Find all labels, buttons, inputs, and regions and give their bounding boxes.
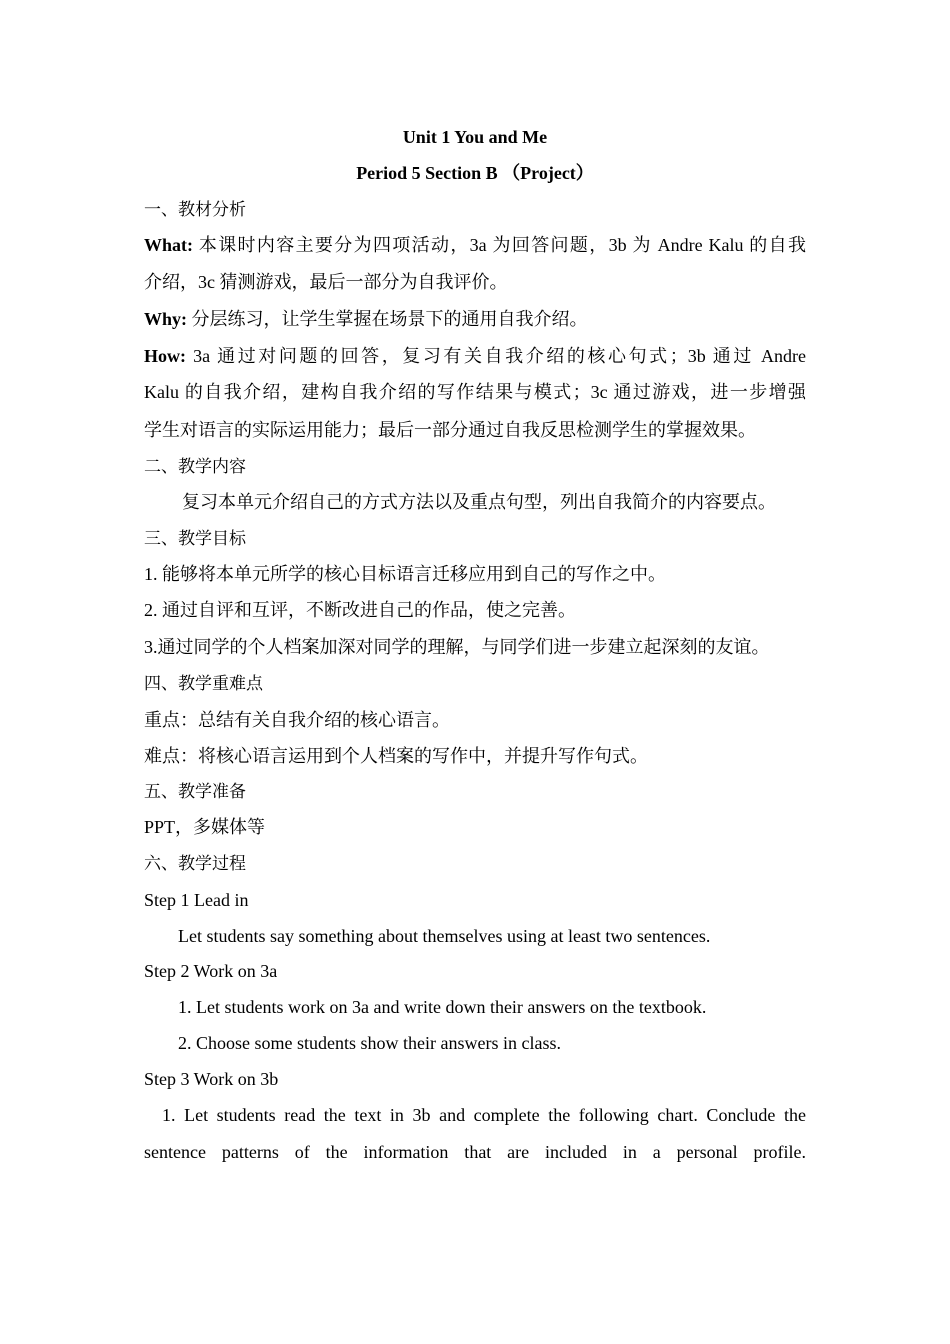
step-1-heading: Step 1 Lead in: [144, 890, 249, 910]
what-paragraph-line2: 介绍，3c 猜测游戏，最后一部分为自我评价。: [144, 272, 508, 292]
section-heading-2: 二、教学内容: [144, 457, 246, 477]
what-paragraph-line1: [144, 233, 806, 257]
step-2-heading: Step 2 Work on 3a: [144, 961, 278, 981]
section-heading-5: 五、教学准备: [144, 782, 246, 802]
step-3-line-1: 1. Let students read the text in 3b and complete the following chart. Conclude the: [162, 1105, 806, 1125]
why-paragraph: [144, 307, 806, 331]
content-paragraph: 复习本单元介绍自己的方式方法以及重点句型，列出自我简介的内容要点。: [182, 492, 776, 512]
goal-item-1: 1. 能够将本单元所学的核心目标语言迁移应用到自己的写作之中。: [144, 564, 666, 584]
section-heading-4: 四、教学重难点: [144, 674, 263, 694]
goal-item-3: 3.通过同学的个人档案加深对同学的理解，与同学们进一步建立起深刻的友谊。: [144, 637, 770, 657]
how-paragraph-line2: Kalu 的自我介绍，建构自我介绍的写作结果与模式；3c 通过游戏，进一步增强: [144, 382, 806, 402]
section-heading-3: 三、教学目标: [144, 529, 246, 549]
how-text: 3a 通过对问题的回答，复习有关自我介绍的核心句式；3b 通过 Andre: [186, 346, 806, 366]
how-label: How:: [144, 346, 186, 366]
step-2-item-2: 2. Choose some students show their answers in class.: [178, 1033, 561, 1053]
what-label: What:: [144, 235, 193, 255]
key-point: 重点：总结有关自我介绍的核心语言。: [144, 710, 450, 730]
how-paragraph-line3: 学生对语言的实际运用能力；最后一部分通过自我反思检测学生的掌握效果。: [144, 420, 756, 440]
step-2-item-1: 1. Let students work on 3a and write down their answers on the textbook.: [178, 997, 707, 1017]
why-text: 分层练习，让学生掌握在场景下的通用自我介绍。: [187, 309, 588, 329]
what-text: 本课时内容主要分为四项活动，3a 为回答问题，3b 为 Andre Kalu 的自我: [193, 235, 806, 255]
document-title: Unit 1 You and Me: [402, 127, 548, 147]
step-3-heading: Step 3 Work on 3b: [144, 1069, 279, 1089]
section-heading-1: 一、教材分析: [144, 200, 246, 220]
difficult-point: 难点：将核心语言运用到个人档案的写作中，并提升写作句式。: [144, 746, 648, 766]
how-paragraph-line1: [144, 344, 806, 368]
why-label: Why:: [144, 309, 188, 329]
step-1-text: Let students say something about themselves using at least two sentences.: [178, 926, 711, 946]
preparation-text: PPT，多媒体等: [144, 817, 266, 837]
step-3-line-2: sentence patterns of the information that are included in a personal profile.: [144, 1142, 806, 1162]
goal-item-2: 2. 通过自评和互评，不断改进自己的作品，使之完善。: [144, 600, 576, 620]
section-heading-6: 六、教学过程: [144, 854, 246, 874]
document-subtitle: Period 5 Section B （Project）: [356, 163, 594, 183]
